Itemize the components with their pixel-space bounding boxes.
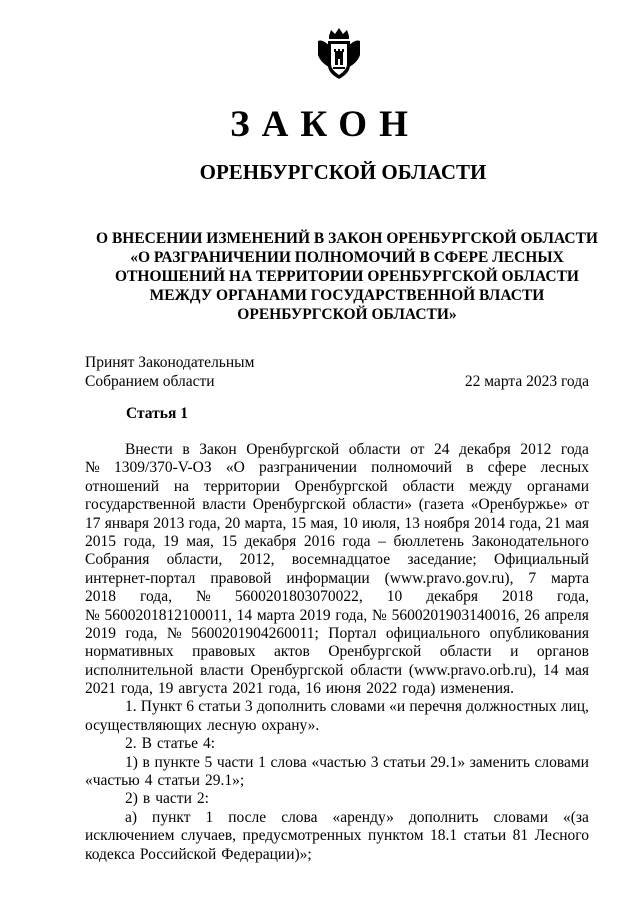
body-line: Собрания области, 2012, восемнадцатое заседание; Официальный xyxy=(85,551,589,569)
body-line: интернет-портал правовой информации (www.pravo.gov.ru), 7 марта xyxy=(85,569,589,587)
adoption-line: Собранием области xyxy=(85,373,215,390)
document-title-line: ОРЕНБУРГСКОЙ ОБЛАСТИ» xyxy=(237,306,457,323)
article-body xyxy=(85,441,589,864)
body-line: исключением случаев, предусмотренных пунктом 18.1 статьи 81 Лесного xyxy=(85,827,589,845)
body-line: 2021 года, 19 августа 2021 года, 16 июня 2022 года) изменения. xyxy=(85,680,515,698)
body-line: 2018 года, № 5600201803070022, 10 декабря 2018 года, xyxy=(85,588,589,606)
body-line: нормативных правовых актов Оренбургской области и органов xyxy=(85,643,589,661)
document-title-line: «О РАЗГРАНИЧЕНИИ ПОЛНОМОЧИЙ В СФЕРЕ ЛЕСНЫХ xyxy=(130,249,564,266)
region-heading: ОРЕНБУРГСКОЙ ОБЛАСТИ xyxy=(199,160,487,184)
body-line: Внести в Закон Оренбургской области от 24 декабря 2012 года xyxy=(125,441,589,458)
body-line: 2015 года, 19 мая, 15 декабря 2016 года – бюллетень Законодательного xyxy=(85,532,589,550)
body-line: кодекса Российской Федерации)»; xyxy=(85,845,312,863)
body-line: отношений на территории Оренбургской области между органами xyxy=(85,477,589,495)
law-heading: ЗАКОН xyxy=(230,104,420,145)
body-line: а) пункт 1 после слова «аренду» дополнить словами «(за xyxy=(125,808,589,826)
body-line: осуществляющих лесную охрану». xyxy=(85,716,320,734)
body-line: № 5600201812100011, 14 марта 2019 года, № 5600201903140016, 26 апреля xyxy=(85,606,589,624)
body-line: 2) в части 2: xyxy=(125,790,209,808)
body-line: 1) в пункте 5 части 1 слова «частью 3 статьи 29.1» заменить словами xyxy=(125,753,589,771)
body-line: «частью 4 статьи 29.1»; xyxy=(85,772,245,790)
adoption-date: 22 марта 2023 года xyxy=(464,373,589,390)
document-title-line: МЕЖДУ ОРГАНАМИ ГОСУДАРСТВЕННОЙ ВЛАСТИ xyxy=(149,287,545,304)
body-line: № 1309/370-V-ОЗ «О разграничении полномочий в сфере лесных xyxy=(85,459,589,477)
article-heading: Статья 1 xyxy=(126,405,188,422)
document-title-line: О ВНЕСЕНИИ ИЗМЕНЕНИЙ В ЗАКОН ОРЕНБУРГСКОЙ ОБЛАСТИ xyxy=(96,230,598,247)
body-line: 2. В статье 4: xyxy=(125,735,216,753)
body-line: исполнительной власти Оренбургской области (www.pravo.orb.ru), 14 мая xyxy=(85,661,589,679)
body-line: 2019 года, № 5600201904260011; Портал официального опубликования xyxy=(85,624,589,642)
coat-of-arms-icon xyxy=(316,27,362,81)
adoption-statement xyxy=(85,353,254,391)
body-line: государственной власти Оренбургской области» (газета «Оренбуржье» от xyxy=(85,496,589,514)
body-line: 1. Пункт 6 статьи 3 дополнить словами «и перечня должностных лиц, xyxy=(125,698,589,716)
document-title-line: ОТНОШЕНИЙ НА ТЕРРИТОРИИ ОРЕНБУРГСКОЙ ОБЛАСТИ xyxy=(115,268,579,285)
document-title xyxy=(92,229,602,324)
body-line: 17 января 2013 года, 20 марта, 15 мая, 10 июля, 13 ноября 2014 года, 21 мая xyxy=(85,514,589,532)
adoption-line: Принят Законодательным xyxy=(85,354,255,371)
